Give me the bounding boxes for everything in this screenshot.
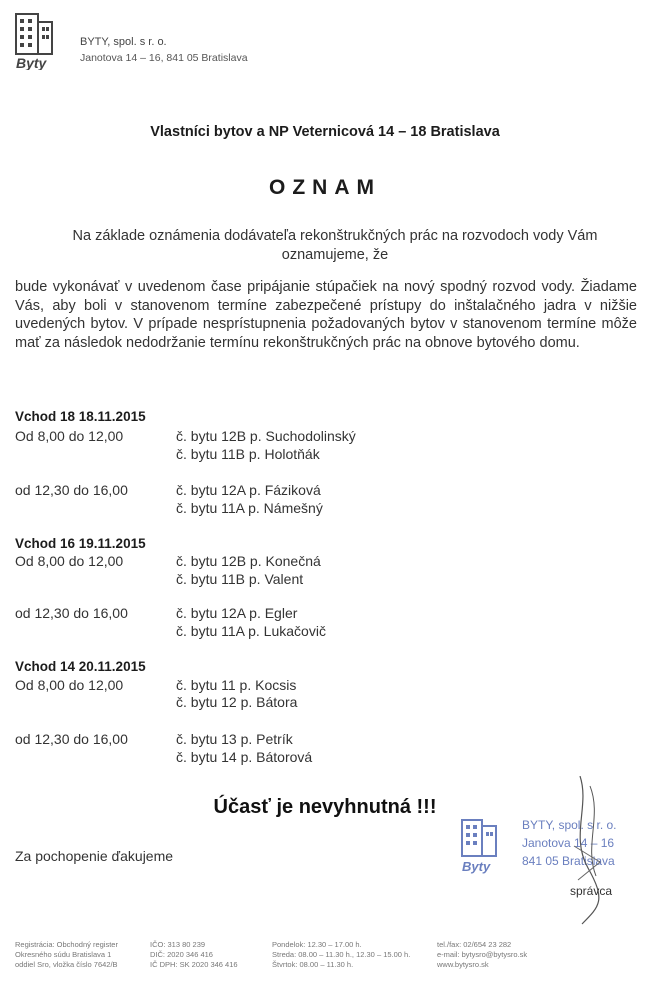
entrance-heading: Vchod 16 19.11.2015 [15,536,146,551]
mandatory-notice: Účasť je nevyhnutná !!! [213,796,437,818]
stamp-wordmark: Byty [462,859,491,874]
signature-role: správca [570,884,613,898]
footer-registration: Registrácia: Obchodný register Okresného súdu Bratislava 1 oddiel Sro, vložka číslo 7642/B [15,940,118,969]
footer-tax-ids: IČO: 313 80 239 DIČ: 2020 346 416 IČ DPH: SK 2020 346 416 [150,940,238,969]
logo-wordmark: Byty [16,55,47,70]
company-name: BYTY, spol. s r. o. [80,36,167,48]
byty-logo-icon [12,10,64,70]
apartment-entry: č. bytu 12A p. Fáziková [176,482,321,498]
apartment-entry: č. bytu 11B p. Holotňák [176,446,320,462]
body-paragraph: bude vykonávať v uvedenom čase pripájanie stúpačiek na nový spodný rozvod vody. Žiadame Vás, aby boli v stanovenom termíne zabezpečené prístupy do inštalačného jadra v nižšie uvedených bytov. V prípade nesprístupnenia požadovaných bytov v stanovenom termíne môže mať za následok nedodržanie termínu rekonštrukčných prác na obnove bytového domu. [15,279,637,351]
time-slot: Od 8,00 do 12,00 [15,677,124,693]
apartment-entry: č. bytu 12B p. Konečná [176,553,321,569]
apartment-entry: č. bytu 11 p. Kocsis [176,677,297,693]
apartment-entry: č. bytu 11A p. Námešný [176,500,323,516]
entrance-heading: Vchod 18 18.11.2015 [15,409,146,424]
apartment-entry: č. bytu 12A p. Egler [176,605,298,621]
entrance-heading: Vchod 14 20.11.2015 [15,659,146,674]
footer-office-hours: Pondelok: 12.30 – 17.00 h. Streda: 08.00 – 11.30 h., 12.30 – 15.00 h. Štvrtok: 08.00 – 11.30 h. [272,940,411,969]
company-address: Janotova 14 – 16, 841 05 Bratislava [80,52,248,64]
document-title: OZNAM [269,176,381,199]
time-slot: od 12,30 do 16,00 [15,731,128,747]
apartment-entry: č. bytu 14 p. Bátorová [176,749,313,765]
stamp-line: 841 05 Bratislava [522,854,615,868]
thanks-text: Za pochopenie ďakujeme [15,848,174,864]
footer-contact: tel./fax: 02/654 23 282 e-mail: bytysro@bytysro.sk www.bytysro.sk [437,940,528,969]
stamp-logo-icon [458,816,508,874]
addressee-heading: Vlastníci bytov a NP Veternicová 14 – 18 Bratislava [150,124,500,140]
apartment-entry: č. bytu 11A p. Lukačovič [176,623,326,639]
time-slot: od 12,30 do 16,00 [15,482,128,498]
apartment-entry: č. bytu 12B p. Suchodolinský [176,428,356,444]
intro-text: Na základe oznámenia dodávateľa rekonštrukčných prác na rozvodoch vody Vám oznamujeme, že [72,228,598,263]
apartment-entry: č. bytu 11B p. Valent [176,571,304,587]
time-slot: od 12,30 do 16,00 [15,605,128,621]
apartment-entry: č. bytu 13 p. Petrík [176,731,293,747]
signature-scribble [560,776,648,926]
stamp-line: BYTY, spol. s r. o. [522,818,617,832]
stamp-line: Janotova 14 – 16 [522,836,615,850]
apartment-entry: č. bytu 12 p. Bátora [176,694,298,710]
time-slot: Od 8,00 do 12,00 [15,428,124,444]
time-slot: Od 8,00 do 12,00 [15,553,124,569]
